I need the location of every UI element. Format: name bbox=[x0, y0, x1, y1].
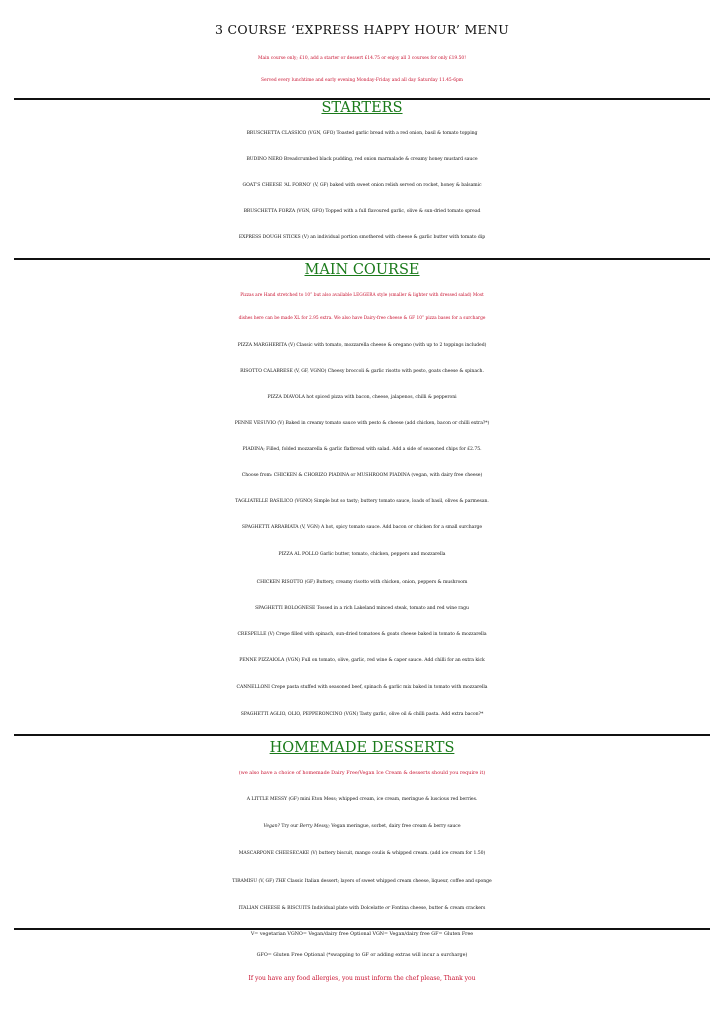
menu-item: TIRAMISU (V, GF) THE Classic Italian dessert; layers of sweet whipped cream cheese, liqueur, coffee and sponge bbox=[232, 879, 492, 884]
dessert-note: (we also have a choice of homemade Dairy Free/Vegan Ice Cream & desserts should you require it) bbox=[238, 770, 486, 776]
menu-item: BUDINO NERO Breadcrumbed black pudding, red onion marmalade & creamy honey mustard sauce bbox=[246, 157, 478, 162]
dietary-key: GFO= Gluten Free Optional (*swapping to GF or adding extras will incur a surcharge) bbox=[256, 953, 468, 958]
menu-item: PENNE PIZZAIOLA (VGN) Full on tomato, olive, garlic, red wine & caper sauce. Add chilli for an extra kick bbox=[239, 658, 485, 663]
price-intro: Main course only; £10, add a starter or dessert £14.75 or enjoy all 3 courses for only £19.50! bbox=[258, 56, 466, 61]
menu-item: SPAGHETTI ARRABIATA (V, VGN) A hot, spicy tomato sauce. Add bacon or chicken for a small surcharge bbox=[241, 525, 483, 530]
menu-item: RISOTTO CALABRESE (V, GF, VGNO) Cheesy broccoli & garlic risotto with pesto, goats cheese & spinach. bbox=[240, 369, 484, 374]
menu-item: PIZZA AL POLLO Garlic butter, tomato, chicken, peppers and mozzarella bbox=[278, 552, 446, 557]
serving-times: Served every lunchtime and early evening Monday-Friday and all day Saturday 11.45-6pm bbox=[261, 78, 463, 83]
menu-item: PIZZA MARGHERITA (V) Classic with tomato, mozzarella cheese & oregano (with up to 2 toppings included) bbox=[237, 343, 487, 348]
menu-item: MASCARPONE CHEESECAKE (V) buttery biscuit, mango coulis & whipped cream. (add ice cream for 1.50) bbox=[238, 851, 486, 856]
divider bbox=[14, 928, 710, 930]
menu-title: 3 COURSE ‘EXPRESS HAPPY HOUR’ MENU bbox=[214, 22, 510, 37]
menu-item: TAGLIATELLE BASILICO (VGNO) Simple but so tasty; buttery tomato sauce, loads of basil, olives & parmesan. bbox=[235, 499, 489, 504]
menu-item: CANNELLONI Crepe pasta stuffed with seasoned beef, spinach & garlic mix baked in tomato with mozzarella bbox=[236, 685, 488, 690]
desserts-heading: HOMEMADE DESSERTS bbox=[269, 740, 455, 756]
dietary-key: V= vegetarian VGNO= Vegan/dairy free Optional VGN= Vegan/dairy free GF= Gluten Free bbox=[250, 932, 474, 937]
menu-item: A LITTLE MESSY (GF) mini Eton Mess; whipped cream, ice cream, meringue & luscious red berries. bbox=[246, 797, 478, 802]
menu-item: BRUSCHETTA CLASSICO (VGN, GFO) Toasted garlic bread with a red onion, basil & tomato topping bbox=[246, 131, 478, 136]
starters-heading: STARTERS bbox=[321, 100, 403, 116]
menu-item: ITALIAN CHEESE & BISCUITS Individual plate with Dolcelatte or Fontina cheese, butter & cream crackers bbox=[238, 906, 486, 911]
menu-item: PENNE VESUVIO (V) Baked in creamy tomato sauce with pesto & cheese (add chicken, bacon or chilli extra?*) bbox=[234, 421, 490, 426]
menu-item: SPAGHETTI AGLIO, OLIO, PEPPERONCINO (VGN) Tasty garlic, olive oil & chilli pasta. Add extra bacon?* bbox=[240, 712, 484, 717]
menu-item: Vegan? Try our Berry Messy; Vegan meringue, sorbet, dairy free cream & berry sauce bbox=[263, 824, 461, 829]
allergy-notice: If you have any food allergies, you must inform the chef please, Thank you bbox=[248, 975, 476, 982]
menu-item: GOAT’S CHEESE ‘AL FORNO’ (V, GF) baked with sweet onion relish served on rocket, honey & balsamic bbox=[242, 183, 482, 188]
menu-item: PIZZA DIAVOLA hot spiced pizza with bacon, cheese, jalapenos, chilli & pepperoni bbox=[267, 395, 457, 400]
menu-item: CRESPELLE (V) Crepe filled with spinach, sun-dried tomatoes & goats cheese baked in tomato & mozzarella bbox=[237, 632, 487, 637]
menu-item: CHICKEN RISOTTO (GF) Buttery, creamy risotto with chicken, onion, peppers & mushroom bbox=[256, 580, 468, 585]
pizza-note: Pizzas are Hand stretched to 10” but also available LEGGERA style (smaller & lighter with dressed salad) Most bbox=[240, 293, 484, 298]
menu-item: SPAGHETTI BOLOGNESE Tossed in a rich Lakeland minced steak, tomato and red wine ragu bbox=[255, 606, 469, 611]
menu-item: BRUSCHETTA FORZA (VGN, GFO) Topped with a full flavoured garlic, olive & sun-dried tomato spread bbox=[243, 209, 481, 214]
divider bbox=[14, 734, 710, 736]
main-course-heading: MAIN COURSE bbox=[304, 262, 420, 278]
menu-item: PIADINA; Filled, folded mozzarella & garlic flatbread with salad. Add a side of seasoned chips for £2.75. bbox=[242, 447, 482, 452]
divider bbox=[14, 258, 710, 260]
pizza-note: dishes here can be made XL for 2.95 extra. We also have Dairy-free cheese & GF 10” pizza bases for a surcharge bbox=[238, 316, 486, 321]
menu-item: EXPRESS DOUGH STICKS (V) an individual portion smothered with cheese & garlic butter with tomato dip bbox=[238, 235, 486, 240]
menu-item: Choose from: CHICKEN & CHORIZO PIADINA or MUSHROOM PIADINA (vegan, with dairy free cheese) bbox=[241, 473, 483, 478]
